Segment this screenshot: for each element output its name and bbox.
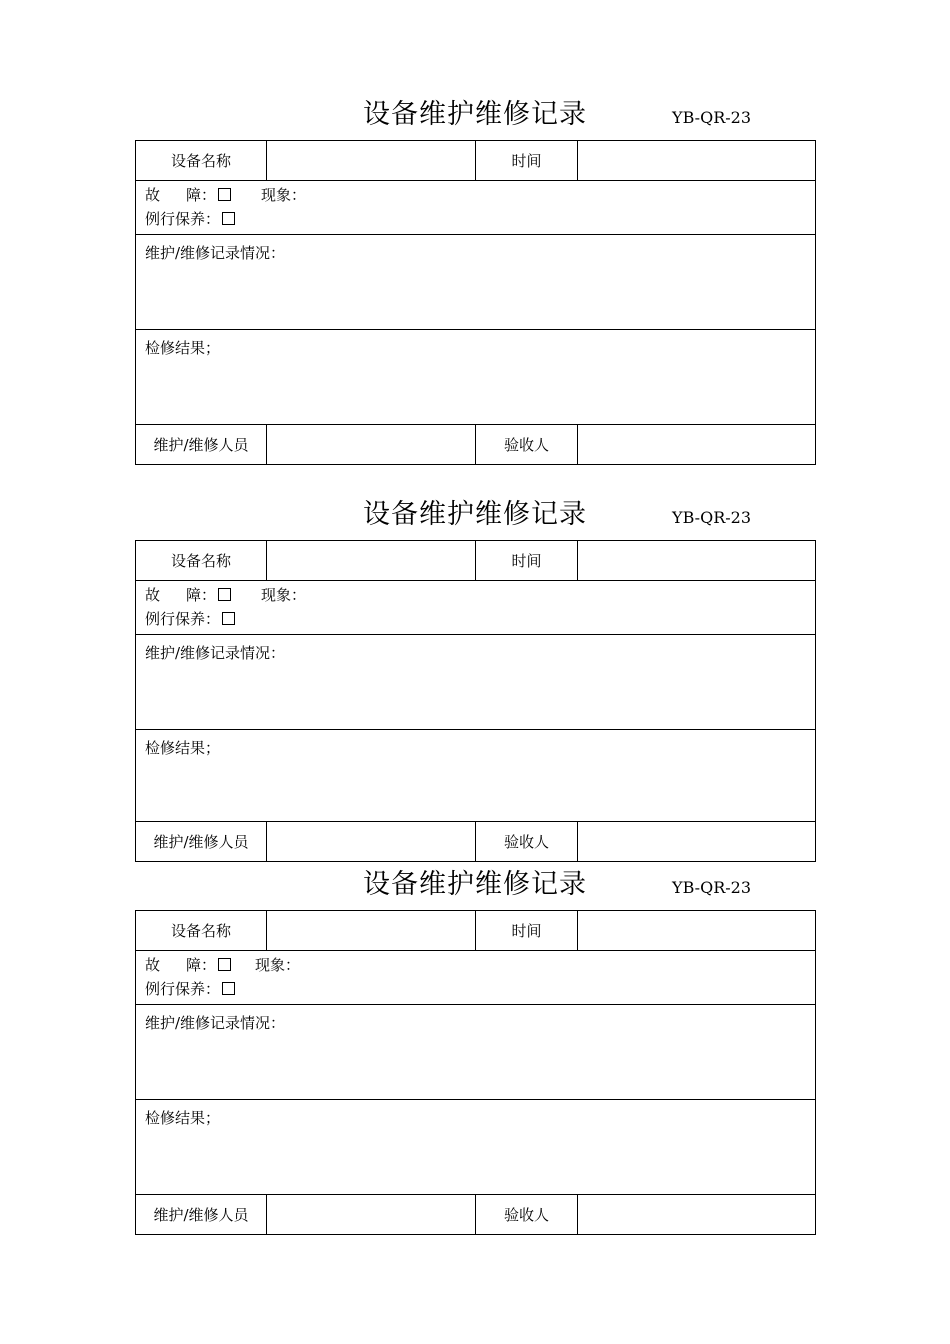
fault-checkbox[interactable] [218,588,231,601]
acceptor-field[interactable] [578,425,816,465]
acceptor-label: 验收人 [476,822,578,862]
form-code: YB-QR-23 [672,508,751,527]
status-cell [136,581,816,635]
device-name-field[interactable] [267,541,476,581]
maintenance-record-form-1 [135,99,815,465]
device-name-field[interactable] [267,141,476,181]
record-table [135,910,816,1235]
phenomenon-label: 现象： [261,186,307,204]
acceptor-field[interactable] [578,822,816,862]
routine-label: 例行保养： [145,210,221,228]
staff-label: 维护/维修人员 [136,1195,267,1235]
phenomenon-label: 现象： [261,586,307,604]
result-label: 检修结果； [145,1109,221,1127]
fault-checkbox[interactable] [218,188,231,201]
staff-label: 维护/维修人员 [136,822,267,862]
routine-label: 例行保养： [145,980,221,998]
phenomenon-label: 现象： [255,956,301,974]
time-field[interactable] [578,541,816,581]
acceptor-label: 验收人 [476,1195,578,1235]
time-field[interactable] [578,141,816,181]
form-title: 设备维护维修记录 [363,869,587,900]
fault-label-part1: 故 [145,956,161,974]
result-field[interactable] [136,1100,816,1195]
routine-checkbox[interactable] [222,212,235,225]
record-table [135,140,816,465]
device-name-field[interactable] [267,911,476,951]
device-name-label: 设备名称 [136,911,267,951]
fault-checkbox[interactable] [218,958,231,971]
result-label: 检修结果； [145,739,221,757]
time-label: 时间 [476,911,578,951]
staff-label: 维护/维修人员 [136,425,267,465]
record-field[interactable] [136,235,816,330]
staff-field[interactable] [267,425,476,465]
status-cell [136,181,816,235]
acceptor-field[interactable] [578,1195,816,1235]
form-code: YB-QR-23 [672,108,751,127]
result-field[interactable] [136,330,816,425]
staff-field[interactable] [267,1195,476,1235]
record-table [135,540,816,862]
staff-field[interactable] [267,822,476,862]
fault-label-part1: 故 [145,586,161,604]
record-label: 维护/维修记录情况： [145,644,286,662]
routine-label: 例行保养： [145,610,221,628]
device-name-label: 设备名称 [136,141,267,181]
record-field[interactable] [136,635,816,730]
fault-label-part2: 障： [186,586,217,604]
time-label: 时间 [476,141,578,181]
maintenance-record-form-3 [135,869,815,1235]
device-name-label: 设备名称 [136,541,267,581]
acceptor-label: 验收人 [476,425,578,465]
record-field[interactable] [136,1005,816,1100]
form-code: YB-QR-23 [672,878,751,897]
status-cell [136,951,816,1005]
routine-checkbox[interactable] [222,982,235,995]
time-field[interactable] [578,911,816,951]
form-title: 设备维护维修记录 [363,99,587,130]
record-label: 维护/维修记录情况： [145,1014,286,1032]
maintenance-record-form-2 [135,499,815,862]
fault-label-part2: 障： [186,186,217,204]
record-label: 维护/维修记录情况： [145,244,286,262]
routine-checkbox[interactable] [222,612,235,625]
result-label: 检修结果； [145,339,221,357]
fault-label-part1: 故 [145,186,161,204]
time-label: 时间 [476,541,578,581]
result-field[interactable] [136,730,816,822]
fault-label-part2: 障： [186,956,217,974]
form-title: 设备维护维修记录 [363,499,587,530]
